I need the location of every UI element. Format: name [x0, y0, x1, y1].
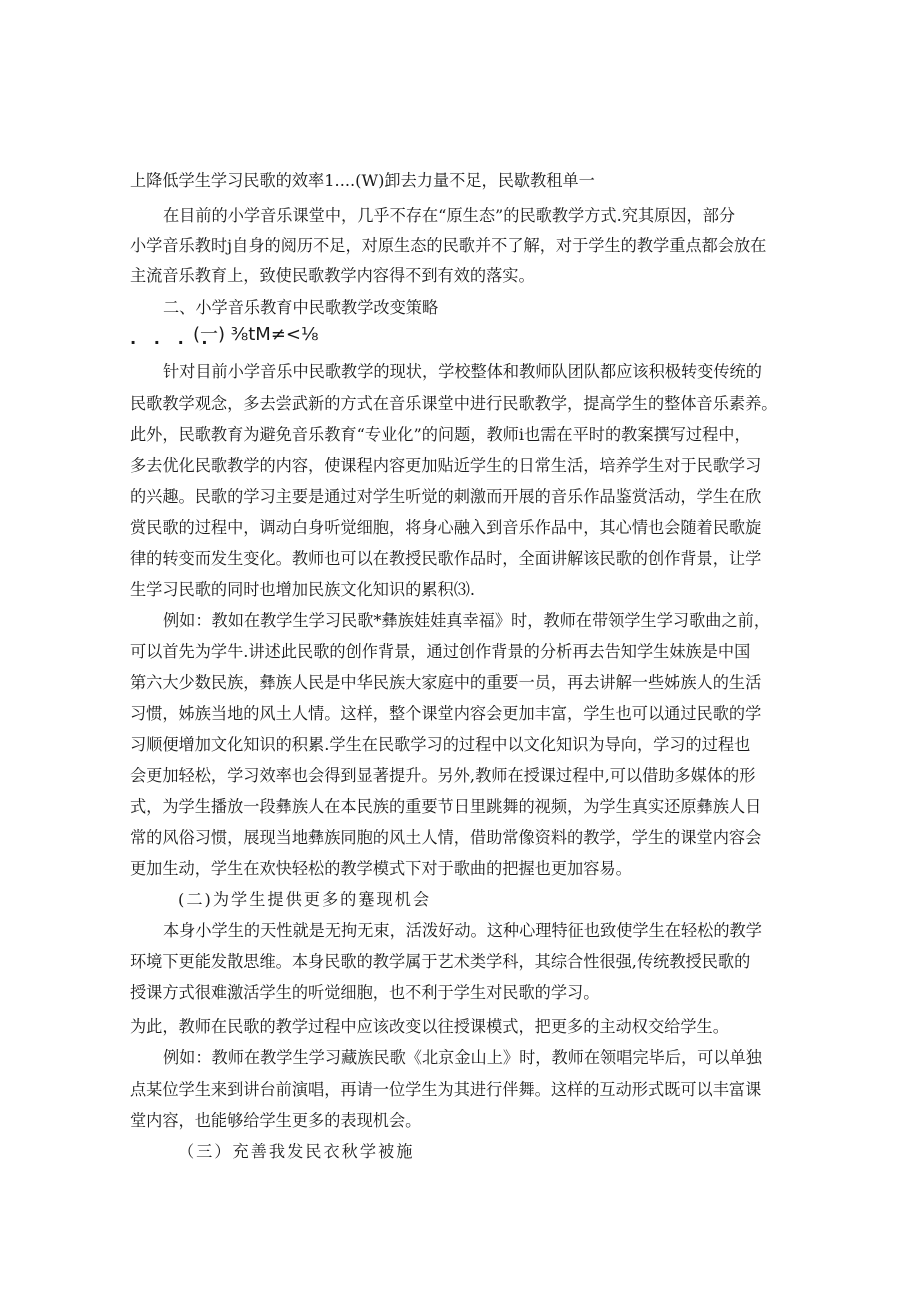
text-line: 第六大少数民族，彝族人民是中华民族大家庭中的重要一员，再去讲解一些姊族人的生活 — [130, 673, 762, 692]
paragraph-first-line: 针对目前小学音乐中民歌教学的现状，学校整体和教师队团队都应该积极转变传统的 — [163, 362, 762, 381]
text-line: 习顺便增加文化知识的积累.学生在民歌学习的过程中以文化知识为导向，学习的过程也 — [130, 735, 751, 754]
text-line: 律的转变而发生变化。教师也可以在教授民歌作品时，全面讲解该民歌的创作背景，让学 — [130, 549, 762, 568]
text-line: 赏民歌的过程中，调动白身听觉细胞，将身心融入到音乐作品中，其心情也会随着民歌旋 — [130, 518, 762, 537]
text-line: 可以首先为学牛.讲述此民歌的创作背景，通过创作背景的分析再去告知学生妹族是中国 — [130, 642, 751, 661]
text-line: 多去优化民歌教学的内容，使课程内容更加贴近学生的日常生活，培养学生对于民歌学习 — [130, 456, 762, 475]
text-line: 的兴趣。民歌的学习主要是通过对学生听觉的刺激而开展的音乐作品鉴赏活动，学生在欣 — [130, 487, 762, 506]
text-line: 习惯，姊族当地的风土人情。这样，整个课堂内容会更加丰富，学生也可以通过民歌的学 — [130, 704, 762, 723]
subsection-heading: （三）充善我发民衣秋学被施 — [178, 1142, 415, 1161]
text-line: 主流音乐教育上，致使民歌教学内容得不到有效的落实。 — [130, 266, 535, 285]
text-line: 民歌教学观念，多去尝武新的方式在音乐课堂中进行民歌教学，提高学生的整体音乐素养。 — [130, 394, 778, 413]
text-line: 生学习民歌的同时也增加民族文化知识的累积⑶. — [130, 580, 476, 599]
text-line: 会更加轻松，学习效率也会得到显著提升。另外,教师在授课过程中,可以借助多媒体的形 — [130, 766, 756, 785]
paragraph-first-line: 本身小学生的天性就是无拘无束，活泼好动。这种心理特征也致使学生在轻松的教学 — [163, 921, 762, 940]
text-line: 点某位学生来到讲台前演唱，再请一位学生为其进行伴舞。这样的互动形式既可以丰富课 — [130, 1080, 762, 1099]
text-line: 堂内容，也能够给学生更多的表现机会。 — [130, 1111, 422, 1130]
text-line: 此外，民歌教育为避免音乐教育“专业化”的问题，教师i也需在平时的教案撰写过程中， — [130, 425, 751, 444]
text-line: 式，为学生播放一段彝族人在本民族的重要节日里跳舞的视频，为学生真实还原彝族人日 — [130, 797, 762, 816]
subsection-heading: (二)为学生提供更多的蹇现机会 — [178, 890, 432, 909]
paragraph-first-line: 例如：教如在教学生学习民歌*彝族娃娃真幸福》时，教师在带领学生学习歌曲之前， — [163, 611, 771, 630]
text-line: 授课方式很难激活学生的听觉细胞，也不利于学生对民歌的学习。 — [130, 983, 600, 1002]
text-line: 上降低学生学习民歌的效率1....(W)卸去力量不足，民歇教租单一 — [130, 171, 595, 190]
text-line: 常的风俗习惯，展现当地彝族同胞的风土人情，借助常像资料的教学，学生的课堂内容会 — [130, 828, 762, 847]
text-line: 更加生动，学生在欢快轻松的教学模式下对于歌曲的把握也更加容易。 — [130, 859, 632, 878]
text-line: 环境下更能发散思维。本身民歌的教学属于艺术类学科，其综合性很强,传统教授民歌的 — [130, 952, 751, 971]
text-line: 小学音乐教时j自身的阅历不足，对原生态的民歌并不了解，对于学生的教学重点都会放在 — [130, 236, 767, 255]
subsection-heading-garbled: (一) ⅜tM≠<⅛ — [193, 324, 319, 345]
paragraph-first-line: 在目前的小学音乐课堂中，几乎不存在“原生态”的民歌教学方式.究其原因，部分 — [163, 206, 736, 225]
paragraph-first-line: 例如：教师在教学生学习藏族民歌《北京金山上》时，教师在领唱完毕后，可以单独 — [163, 1048, 762, 1067]
leader-dots: . . . . — [130, 329, 214, 348]
section-heading: 二、小学音乐教育中民歌教学改变策略 — [163, 298, 439, 317]
text-line: 为此，教师在民歌的教学过程中应该改变以往授课模式，把更多的主动权交给学生。 — [130, 1017, 729, 1036]
